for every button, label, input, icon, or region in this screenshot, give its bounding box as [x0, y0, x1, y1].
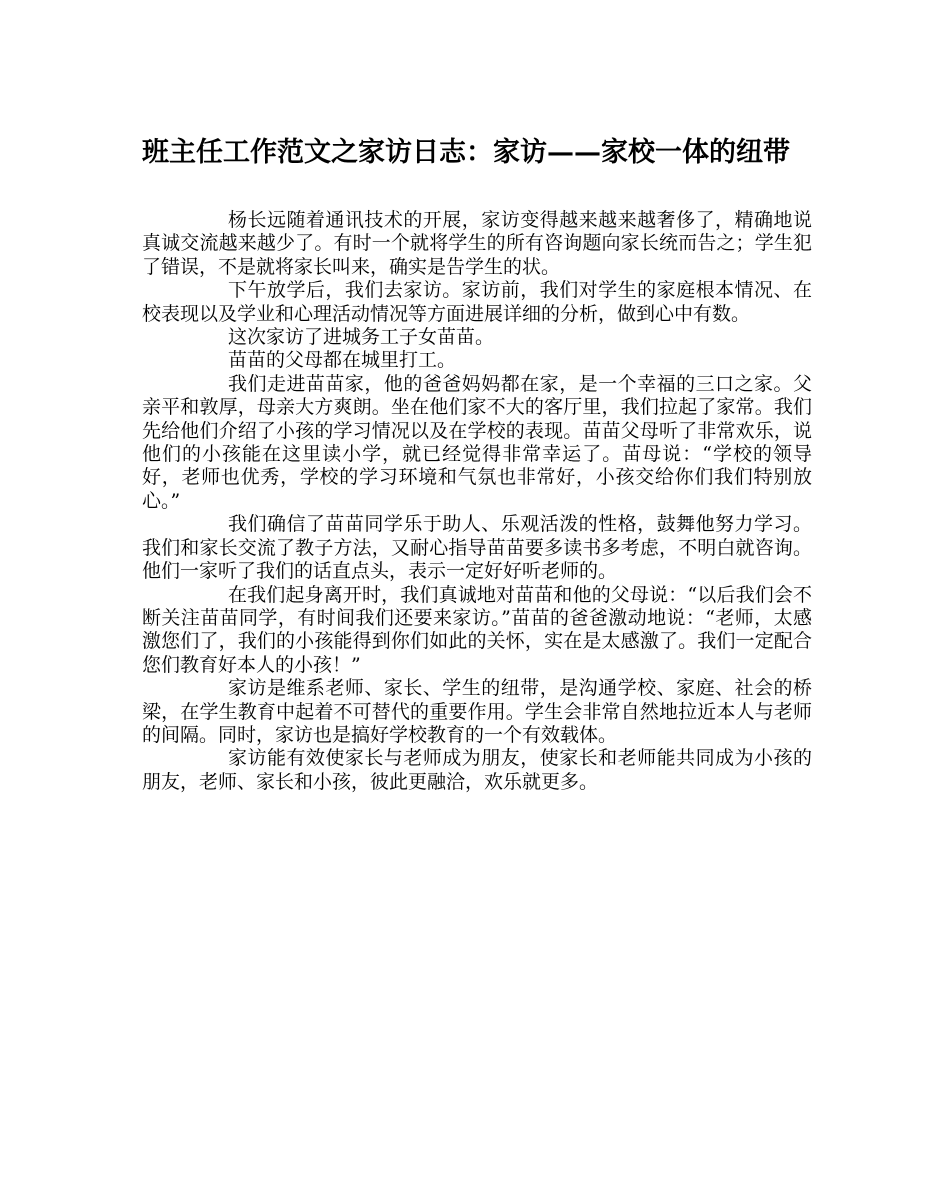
- document-body: [142, 209, 812, 794]
- paragraph-9: 家访能有效使家长与老师成为朋友，使家长和老师能共同成为小孩的朋友，老师、家长和小孩，彼此更融洽，欢乐就更多。: [142, 747, 812, 793]
- paragraph-1: 杨长远随着通讯技术的开展，家访变得越来越来越奢侈了，精确地说真诚交流越来越少了。有时一个就将学生的所有咨询题向家长统而告之；学生犯了错误，不是就将家长叫来，确实是告学生的状。: [142, 209, 812, 278]
- paragraph-8: 家访是维系老师、家长、学生的纽带，是沟通学校、家庭、社会的桥梁，在学生教育中起着不可替代的重要作用。学生会非常自然地拉近本人与老师的间隔。同时，家访也是搞好学校教育的一个有效载体。: [142, 677, 812, 746]
- paragraph-7: 在我们起身离开时，我们真诚地对苗苗和他的父母说：“以后我们会不断关注苗苗同学，有时间我们还要来家访。”苗苗的爸爸激动地说：“老师，太感激您们了，我们的小孩能得到你们如此的关怀，实在是太感激了。我们一定配合您们教育好本人的小孩！”: [142, 583, 812, 676]
- paragraph-2: 下午放学后，我们去家访。家访前，我们对学生的家庭根本情况、在校表现以及学业和心理活动情况等方面进展详细的分析，做到心中有数。: [142, 279, 812, 325]
- document-title: 班主任工作范文之家访日志：家访——家校一体的纽带: [142, 137, 790, 168]
- paragraph-6: 我们确信了苗苗同学乐于助人、乐观活泼的性格，鼓舞他努力学习。我们和家长交流了教子方法，又耐心指导苗苗要多读书多考虑，不明白就咨询。他们一家听了我们的话直点头，表示一定好好听老师的。: [142, 513, 812, 583]
- paragraph-3: 这次家访了进城务工子女苗苗。: [228, 326, 495, 349]
- paragraph-4: 苗苗的父母都在城里打工。: [228, 349, 457, 372]
- paragraph-5: 我们走进苗苗家，他的爸爸妈妈都在家，是一个幸福的三口之家。父亲平和敦厚，母亲大方爽朗。坐在他们家不大的客厅里，我们拉起了家常。我们先给他们介绍了小孩的学习情况以及在学校的表现。苗苗父母听了非常欢乐，说他们的小孩能在这里读小学，就已经觉得非常幸运了。苗母说：“学校的领导好，老师也优秀，学校的学习环境和气氛也非常好，小孩交给你们我们特别放心。”: [142, 372, 812, 512]
